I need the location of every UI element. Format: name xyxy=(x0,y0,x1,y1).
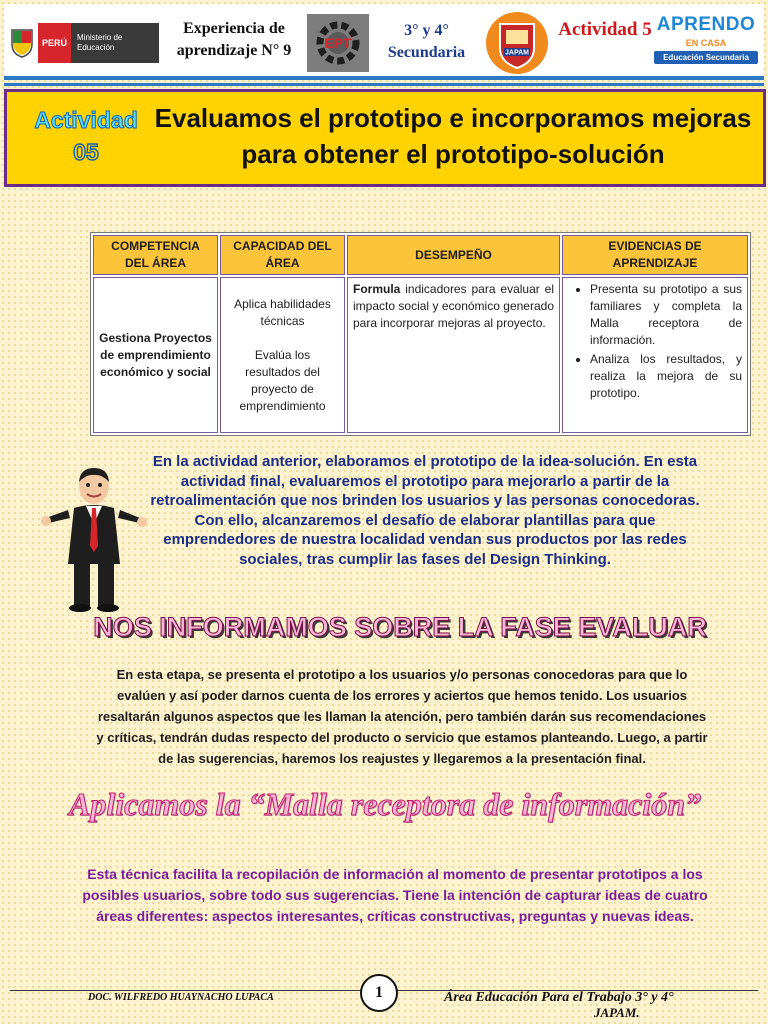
evidencias-list xyxy=(568,281,742,402)
aprendo-level: Educación Secundaria xyxy=(654,51,758,64)
tecnica-paragraph: Esta técnica facilita la recopilación de información al momento de presentar prototipos a los posibles usuarios, sobre todo sus sugerencias. Tiene la intención de capturar ideas de cuatro áreas diferentes: aspectos interesantes, críticas constructivas, preguntas y nuevas ideas. xyxy=(82,866,708,924)
peru-label: PERÚ xyxy=(38,23,71,63)
banner-activity-number: 05 xyxy=(73,139,99,165)
aprendo-en-casa-logo xyxy=(654,14,758,70)
ministry-label: Ministerio de Educación xyxy=(71,23,159,63)
table-row xyxy=(93,277,748,433)
activity-number-label: Actividad 5 xyxy=(558,19,652,40)
capacidad-1: Aplica habilidades técnicas xyxy=(234,296,331,328)
section-heading-evaluar: NOS INFORMAMOS SOBRE LA FASE EVALUAR xyxy=(93,612,707,642)
japam-logo xyxy=(484,10,550,76)
businessman-icon xyxy=(40,466,148,614)
desempeno-verb: Formula xyxy=(353,282,401,296)
footer-area-line1: Área Educación Para el Trabajo 3° y 4° xyxy=(444,990,674,1005)
school-crest-icon xyxy=(484,10,550,76)
aprendo-sub: EN CASA xyxy=(685,38,727,48)
header-capacidad: CAPACIDAD DEL ÁREA xyxy=(220,235,345,275)
footer-author: DOC. WILFREDO HUAYNACHO LUPACA xyxy=(88,992,274,1003)
banner-title: Evaluamos el prototipo e incorporamos mejoras para obtener el prototipo-solución xyxy=(154,103,752,169)
cell-evidencias xyxy=(562,277,748,433)
businessman-illustration xyxy=(40,466,148,614)
header-desempeno: DESEMPEÑO xyxy=(347,235,560,275)
page-number: 1 xyxy=(360,974,398,1012)
experience-title: Experiencia de aprendizaje N° 9 xyxy=(176,20,292,59)
gear-icon xyxy=(307,14,369,72)
capacidad-2: Evalúa los resultados del proyecto de emprendimiento xyxy=(239,347,326,413)
activity-banner xyxy=(4,89,766,187)
desempeno-text: indicadores para evaluar el impacto social y económico generado para incorporar mejoras al proyecto. xyxy=(353,282,554,330)
evaluar-info-paragraph: En esta etapa, se presenta el prototipo a los usuarios y/o personas conocedoras para que lo evalúen y así poder darnos cuenta de los errores y aciertos que hemos tenido. Los usuarios resaltarán algunos aspectos que les llaman la atención, pero también darán sus recomendaciones y críticas, tendrán dudas respecto del producto o servicio que estamos planteando. Luego, a partir de las sugerencias, haremos los reajustes y llegaremos a la presentación final. xyxy=(96,667,708,766)
ept-logo-text: EPT xyxy=(324,35,352,51)
peru-shield-icon xyxy=(10,28,34,58)
japam-text: JAPAM xyxy=(505,49,529,57)
cell-capacidad xyxy=(220,277,345,433)
header-evidencias: EVIDENCIAS DE APRENDIZAJE xyxy=(562,235,748,275)
minedu-logo xyxy=(10,20,162,66)
table-header-row xyxy=(93,235,748,275)
aprendo-word: APRENDO xyxy=(656,14,756,35)
banner-activity-word: Actividad xyxy=(34,107,138,133)
header-competencia: COMPETENCIA DEL ÁREA xyxy=(93,235,218,275)
ept-logo xyxy=(307,14,369,72)
list-item: • Analiza los resultados, y realiza la mejora de su prototipo. xyxy=(590,351,742,402)
grade-label: 3° y 4° Secundaria xyxy=(387,22,466,61)
cell-desempeno xyxy=(347,277,560,433)
cell-competencia: Gestiona Proyectos de emprendimiento económico y social xyxy=(93,277,218,433)
malla-heading: Aplicamos la “Malla receptora de información” xyxy=(69,786,701,822)
list-item: • Presenta su prototipo a sus familiares y completa la Malla receptora de información. xyxy=(590,281,742,349)
footer-area xyxy=(444,990,744,1020)
footer-area-line2: JAPAM. xyxy=(594,1005,640,1020)
header-divider xyxy=(4,83,764,86)
page-header xyxy=(4,4,764,80)
banner-activity-label xyxy=(15,104,157,168)
competency-table xyxy=(90,232,751,436)
intro-paragraph: En la actividad anterior, elaboramos el prototipo de la idea-solución. En esta actividad final, evaluaremos el prototipo para mejorarlo a partir de la retroalimentación que nos brinden los usuarios y las personas conocedoras. Con ello, alcanzaremos el desafío de elaborar plantillas para que emprendedores de nuestra localidad vendan sus productos por las redes sociales, tras cumplir las fases del Design Thinking. xyxy=(150,453,700,568)
